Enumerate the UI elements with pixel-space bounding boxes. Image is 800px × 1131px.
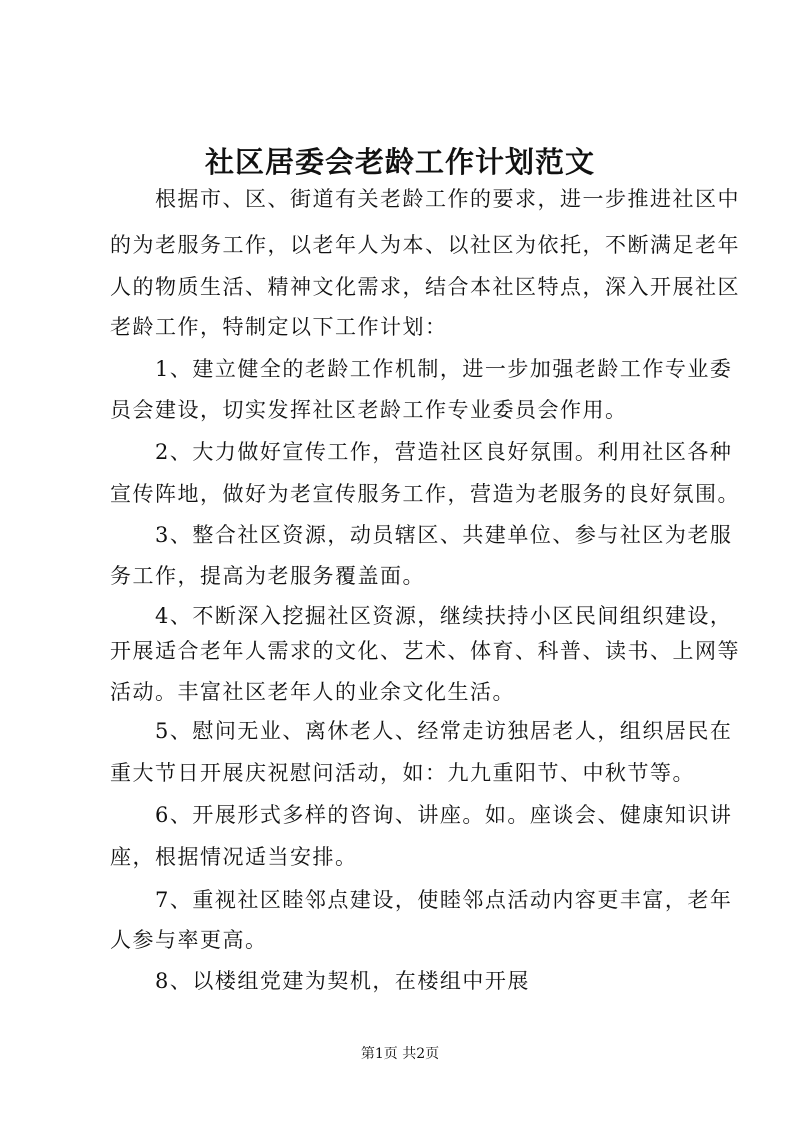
body-line: 2、大力做好宣传工作，营造社区良好氛围。利用社区各种 (110, 440, 733, 464)
body-line: 1、建立健全的老龄工作机制，进一步加强老龄工作专业委 (110, 357, 733, 381)
body-line: 务工作，提高为老服务覆盖面。 (110, 564, 425, 588)
body-line: 8、以楼组党建为契机，在楼组中开展 (110, 969, 530, 993)
body-line: 座，根据情况适当安排。 (110, 845, 358, 869)
body-line: 员会建设，切实发挥社区老龄工作专业委员会作用。 (110, 398, 628, 422)
body-line: 老龄工作，特制定以下工作计划： (110, 315, 448, 339)
body-line: 人的物质生活、精神文化需求，结合本社区特点，深入开展社区 (110, 275, 740, 299)
body-line: 5、慰问无业、离休老人、经常走访独居老人，组织居民在 (110, 719, 733, 743)
body-line: 根据市、区、街道有关老龄工作的要求，进一步推进社区中 (110, 187, 740, 211)
page-number-footer: 第1页 共2页 (360, 1046, 440, 1062)
body-line: 重大节日开展庆祝慰问活动，如：九九重阳节、中秋节等。 (110, 761, 695, 785)
body-line: 4、不断深入挖掘社区资源，继续扶持小区民间组织建设， (110, 604, 733, 628)
body-line: 6、开展形式多样的咨询、讲座。如。座谈会、健康知识讲 (110, 803, 733, 827)
body-line: 开展适合老年人需求的文化、艺术、体育、科普、读书、上网等 (110, 639, 740, 663)
body-line: 7、重视社区睦邻点建设，使睦邻点活动内容更丰富，老年 (110, 888, 733, 912)
body-line: 3、整合社区资源，动员辖区、共建单位、参与社区为老服 (110, 523, 733, 547)
body-line: 人参与率更高。 (110, 928, 268, 952)
document-title: 社区居委会老龄工作计划范文 (204, 145, 595, 179)
body-line: 宣传阵地，做好为老宣传服务工作，营造为老服务的良好氛围。 (110, 482, 740, 506)
body-line: 的为老服务工作，以老年人为本、以社区为依托，不断满足老年 (110, 233, 740, 257)
body-line: 活动。丰富社区老年人的业余文化生活。 (110, 680, 515, 704)
